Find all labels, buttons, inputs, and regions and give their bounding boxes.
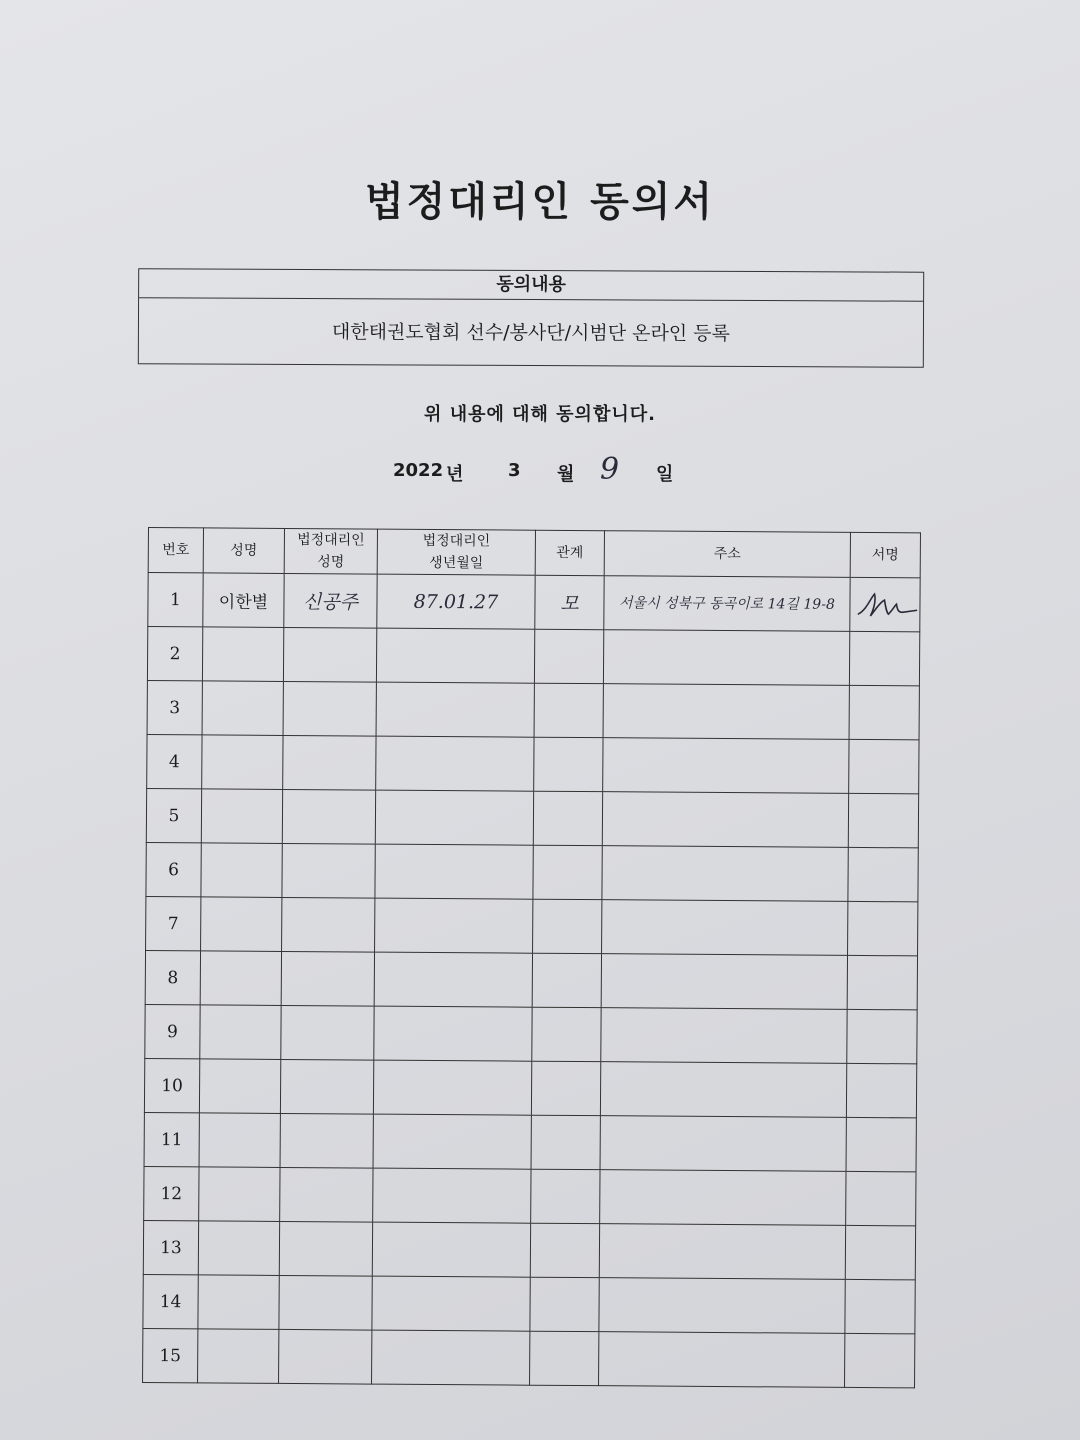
- row-name: [198, 1275, 279, 1330]
- row-signature: [849, 739, 919, 793]
- row-number: 14: [143, 1274, 198, 1328]
- row-address: [600, 1116, 846, 1172]
- row-guardian-name: 신공주: [284, 573, 377, 628]
- row-number: 10: [144, 1058, 199, 1112]
- row-signature: [846, 1117, 916, 1171]
- row-address: [601, 1008, 847, 1064]
- row-guardian-birth: [374, 1006, 532, 1061]
- row-relation: 모: [535, 575, 604, 629]
- handwritten-signature-icon: [852, 587, 918, 621]
- row-relation: [534, 737, 603, 791]
- row-name: [199, 1167, 280, 1222]
- row-signature: [848, 901, 918, 955]
- table-row: [145, 950, 917, 1009]
- row-guardian-name: [279, 1275, 372, 1330]
- row-guardian-birth: [373, 1114, 531, 1169]
- row-relation: [531, 1169, 600, 1223]
- row-name: [201, 789, 282, 844]
- table-row: [144, 1112, 916, 1171]
- row-guardian-name: [283, 735, 376, 790]
- row-name: [199, 1059, 280, 1114]
- row-signature: [849, 631, 919, 685]
- row-signature: [846, 1171, 916, 1225]
- row-name: [201, 843, 282, 898]
- row-number: 8: [145, 950, 200, 1004]
- header-guardian-name: 법정대리인 성명: [284, 528, 377, 574]
- header-guardian-birth: 법정대리인 생년월일: [377, 529, 535, 575]
- row-relation: [530, 1277, 599, 1331]
- row-address: [603, 630, 849, 686]
- row-guardian-birth: [372, 1330, 530, 1385]
- row-address: [599, 1224, 845, 1280]
- row-guardian-name: [282, 897, 375, 952]
- date-year: 2022: [393, 460, 444, 481]
- date-day: 9: [600, 452, 620, 487]
- row-relation: [534, 683, 603, 737]
- document-title: 법정대리인 동의서: [364, 179, 716, 225]
- table-row: [147, 734, 919, 793]
- row-guardian-birth: [376, 682, 534, 737]
- row-signature: [847, 1009, 917, 1063]
- table-row: [146, 788, 918, 847]
- row-guardian-name: [283, 627, 376, 682]
- row-relation: [534, 629, 603, 683]
- table-row: [147, 680, 919, 739]
- date-month-unit: 월: [557, 464, 575, 485]
- row-guardian-birth: [373, 1060, 531, 1115]
- table-row: [144, 1166, 916, 1225]
- date-day-unit: 일: [656, 464, 674, 485]
- row-relation: [531, 1115, 600, 1169]
- header-number: 번호: [148, 528, 203, 573]
- row-address: [599, 1278, 845, 1334]
- row-signature: [846, 1063, 916, 1117]
- row-number: 6: [146, 842, 201, 896]
- row-guardian-name: [283, 681, 376, 736]
- row-relation: [532, 953, 601, 1007]
- table-row: [143, 1328, 915, 1387]
- row-guardian-birth: [375, 898, 533, 953]
- row-name: [201, 897, 282, 952]
- row-relation: [533, 791, 602, 845]
- row-guardian-birth: [376, 736, 534, 791]
- consent-header: 동의내용: [139, 269, 923, 301]
- table-row: [147, 627, 919, 686]
- table-row: [146, 842, 918, 901]
- row-guardian-name: [280, 1059, 373, 1114]
- row-signature: [845, 1279, 915, 1333]
- row-number: 12: [144, 1166, 199, 1220]
- row-guardian-birth: [372, 1222, 530, 1277]
- agreement-statement: 위 내용에 대해 동의합니다.: [424, 404, 656, 425]
- consent-text: 대한태권도협회 선수/봉사단/시범단 온라인 등록: [331, 321, 730, 345]
- table-row: [143, 1274, 915, 1333]
- row-address: [599, 1332, 845, 1388]
- row-name: [200, 1005, 281, 1060]
- row-relation: [532, 1007, 601, 1061]
- row-relation: [533, 845, 602, 899]
- table-header-row: [148, 528, 920, 578]
- row-number: 3: [147, 680, 202, 734]
- row-address: [603, 684, 849, 740]
- row-name: [202, 735, 283, 790]
- consent-content-box: [138, 268, 924, 367]
- row-address: [600, 1062, 846, 1118]
- row-number: 9: [145, 1004, 200, 1058]
- header-relation: 관계: [535, 530, 604, 575]
- row-guardian-name: [279, 1329, 372, 1384]
- row-number: 5: [146, 788, 201, 842]
- row-number: 15: [143, 1328, 198, 1382]
- row-address: [603, 738, 849, 794]
- row-guardian-birth: [375, 844, 533, 899]
- guardian-roster-table: [142, 527, 921, 1388]
- row-guardian-name: [281, 951, 374, 1006]
- table-row: [144, 1058, 916, 1117]
- row-number: 11: [144, 1112, 199, 1166]
- row-address: [601, 954, 847, 1010]
- row-guardian-birth: [373, 1168, 531, 1223]
- row-signature: [849, 685, 919, 739]
- row-name: [202, 681, 283, 736]
- row-address: [602, 792, 848, 848]
- row-name: [202, 627, 283, 682]
- row-guardian-birth: [374, 952, 532, 1007]
- row-guardian-name: [280, 1167, 373, 1222]
- row-name: [198, 1221, 279, 1276]
- row-name: [198, 1329, 279, 1384]
- header-name: 성명: [203, 528, 284, 574]
- table-row: [148, 573, 920, 632]
- row-address: 서울시 성북구 동곡이로 14길 19-8: [604, 576, 850, 632]
- row-guardian-name: [280, 1113, 373, 1168]
- header-address: 주소: [604, 531, 850, 578]
- row-guardian-birth: [375, 790, 533, 845]
- row-guardian-name: [282, 843, 375, 898]
- row-guardian-birth: [372, 1276, 530, 1331]
- row-signature: [850, 577, 920, 631]
- row-guardian-name: [281, 1005, 374, 1060]
- date-year-unit: 년: [446, 464, 464, 485]
- row-name: [200, 951, 281, 1006]
- row-relation: [530, 1223, 599, 1277]
- row-number: 1: [148, 573, 203, 627]
- row-address: [602, 846, 848, 902]
- row-guardian-birth: [376, 628, 534, 683]
- row-name: 이한별: [203, 573, 284, 628]
- table-row: [145, 1004, 917, 1063]
- row-number: 13: [143, 1220, 198, 1274]
- row-number: 2: [147, 627, 202, 681]
- row-number: 7: [146, 896, 201, 950]
- row-name: [199, 1113, 280, 1168]
- row-signature: [845, 1225, 915, 1279]
- row-signature: [848, 847, 918, 901]
- row-address: [600, 1170, 846, 1226]
- row-address: [602, 900, 848, 956]
- row-guardian-name: [282, 789, 375, 844]
- date-month: 3: [508, 460, 521, 481]
- row-relation: [531, 1061, 600, 1115]
- table-row: [146, 896, 918, 955]
- row-number: 4: [147, 734, 202, 788]
- row-relation: [533, 899, 602, 953]
- table-row: [143, 1220, 915, 1279]
- row-guardian-birth: 87.01.27: [377, 574, 535, 629]
- row-signature: [847, 955, 917, 1009]
- row-guardian-name: [279, 1221, 372, 1276]
- row-signature: [845, 1333, 915, 1387]
- row-signature: [848, 793, 918, 847]
- row-relation: [530, 1331, 599, 1385]
- header-signature: 서명: [850, 532, 920, 577]
